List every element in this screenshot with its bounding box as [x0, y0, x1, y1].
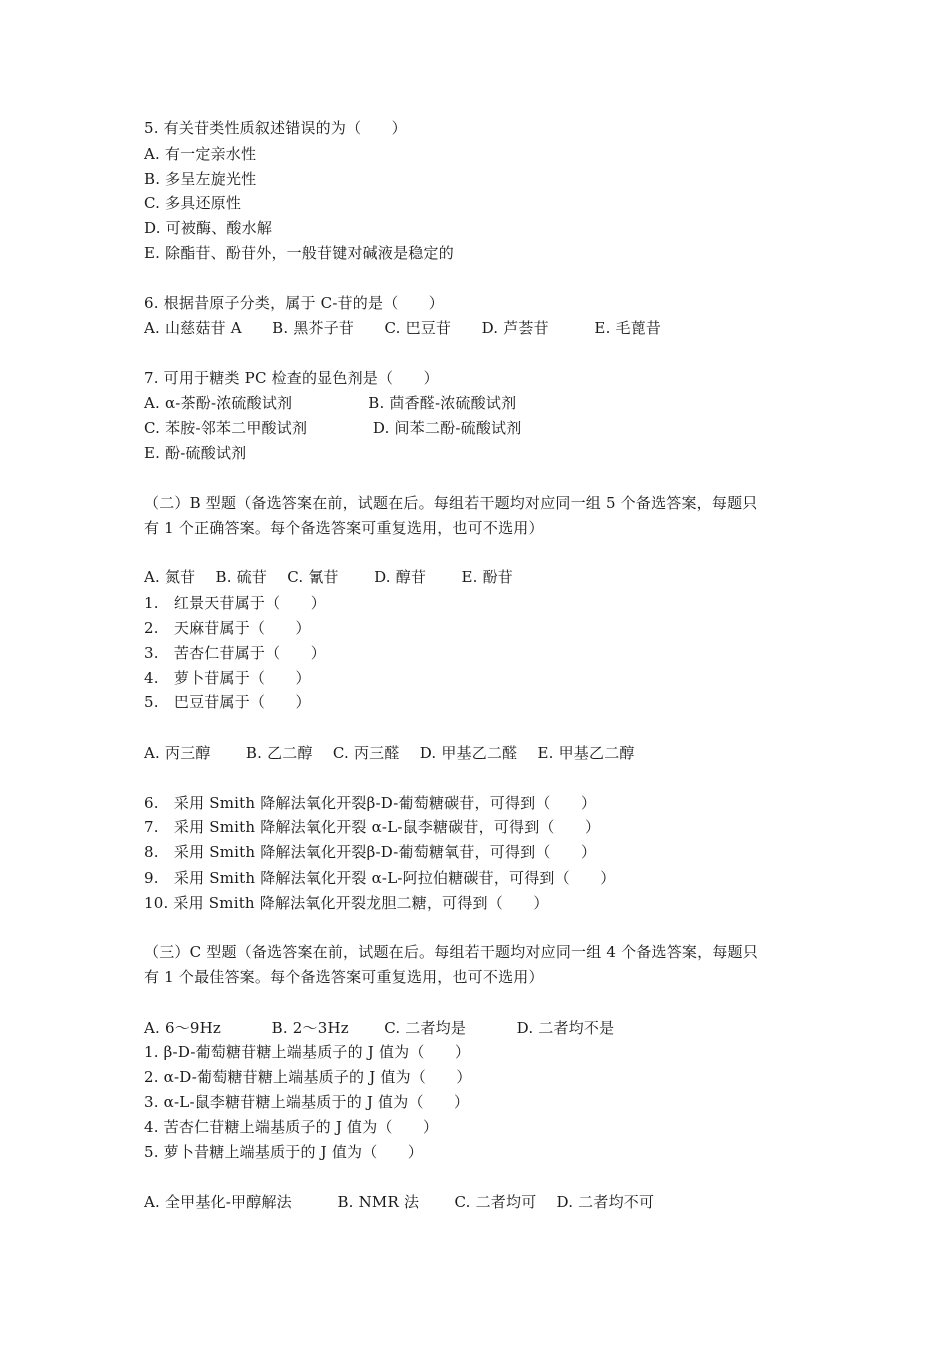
option-a: A. 有一定亲水性: [144, 145, 257, 163]
group1-q5: 5. 巴豆苷属于（ ）: [144, 693, 311, 711]
question-5-stem: 5. 有关苷类性质叙述错误的为（ ）: [144, 119, 407, 137]
group2-q8: 8. 采用 Smith 降解法氧化开裂β-D-葡萄糖氧苷，可得到（ ）: [144, 843, 597, 861]
group3-q3: 3. α-L-鼠李糖苷糖上端基质于的 J 值为（ ）: [144, 1093, 470, 1111]
group1-q4: 4. 萝卜苷属于（ ）: [144, 669, 311, 687]
group2-q7: 7. 采用 Smith 降解法氧化开裂 α-L-鼠李糖碳苷，可得到（ ）: [144, 818, 601, 836]
group3-q1: 1. β-D-葡萄糖苷糖上端基质子的 J 值为（ ）: [144, 1043, 471, 1061]
group4-options: A. 全甲基化-甲醇解法 B. NMR 法 C. 二者均可 D. 二者均不可: [144, 1193, 655, 1211]
group3-q4: 4. 苦杏仁苷糖上端基质子的 J 值为（ ）: [144, 1118, 439, 1136]
question-7-stem: 7. 可用于糖类 PC 检查的显色剂是（ ）: [144, 369, 439, 387]
question-6-options: A. 山慈菇苷 A B. 黑芥子苷 C. 巴豆苷 D. 芦荟苷 E. 毛蓖昔: [144, 319, 662, 337]
group1-q1: 1. 红景天苷属于（ ）: [144, 594, 326, 612]
option-d: D. 可被酶、酸水解: [144, 219, 273, 237]
option-b: B. 多呈左旋光性: [144, 170, 257, 188]
group1-q2: 2. 天麻苷属于（ ）: [144, 619, 311, 637]
question-7-options-cd: C. 苯胺-邻苯二甲酸试剂 D. 间苯二酚-硫酸试剂: [144, 419, 522, 437]
section-c-heading: （三）C 型题（备选答案在前，试题在后。每组若干题均对应同一组 4 个备选答案，每题只: [144, 943, 758, 961]
question-7-option-e: E. 酚-硫酸试剂: [144, 444, 247, 462]
group2-options: A. 丙三醇 B. 乙二醇 C. 丙三醛 D. 甲基乙二醛 E. 甲基乙二醇: [144, 744, 635, 762]
option-e: E. 除酯苷、酚苷外，一般苷键对碱液是稳定的: [144, 244, 454, 262]
option-c: C. 多具还原性: [144, 194, 242, 212]
section-b-heading-cont: 有 1 个正确答案。每个备选答案可重复选用，也可不选用）: [144, 519, 544, 537]
group1-q3: 3. 苦杏仁苷属于（ ）: [144, 644, 326, 662]
group3-options: A. 6～9Hz B. 2～3Hz C. 二者均是 D. 二者均不是: [144, 1019, 615, 1037]
group1-options: A. 氮苷 B. 硫苷 C. 氰苷 D. 醇苷 E. 酚苷: [144, 568, 513, 586]
group2-q9: 9. 采用 Smith 降解法氧化开裂 α-L-阿拉伯糖碳苷，可得到（ ）: [144, 869, 616, 887]
question-6-stem: 6. 根据昔原子分类，属于 C-苷的是（ ）: [144, 294, 444, 312]
group3-q2: 2. α-D-葡萄糖苷糖上端基质子的 J 值为（ ）: [144, 1068, 472, 1086]
question-7-options-ab: A. α-茶酚-浓硫酸试剂 B. 茴香醛-浓硫酸试剂: [144, 394, 517, 412]
group3-q5: 5. 萝卜昔糖上端基质于的 J 值为（ ）: [144, 1143, 424, 1161]
group2-q10: 10. 采用 Smith 降解法氧化开裂龙胆二糖，可得到（ ）: [144, 894, 549, 912]
group2-q6: 6. 采用 Smith 降解法氧化开裂β-D-葡萄糖碳苷，可得到（ ）: [144, 794, 597, 812]
section-c-heading-cont: 有 1 个最佳答案。每个备选答案可重复选用，也可不选用）: [144, 968, 544, 986]
section-b-heading: （二）B 型题（备选答案在前，试题在后。每组若干题均对应同一组 5 个备选答案，每题只: [144, 494, 758, 512]
